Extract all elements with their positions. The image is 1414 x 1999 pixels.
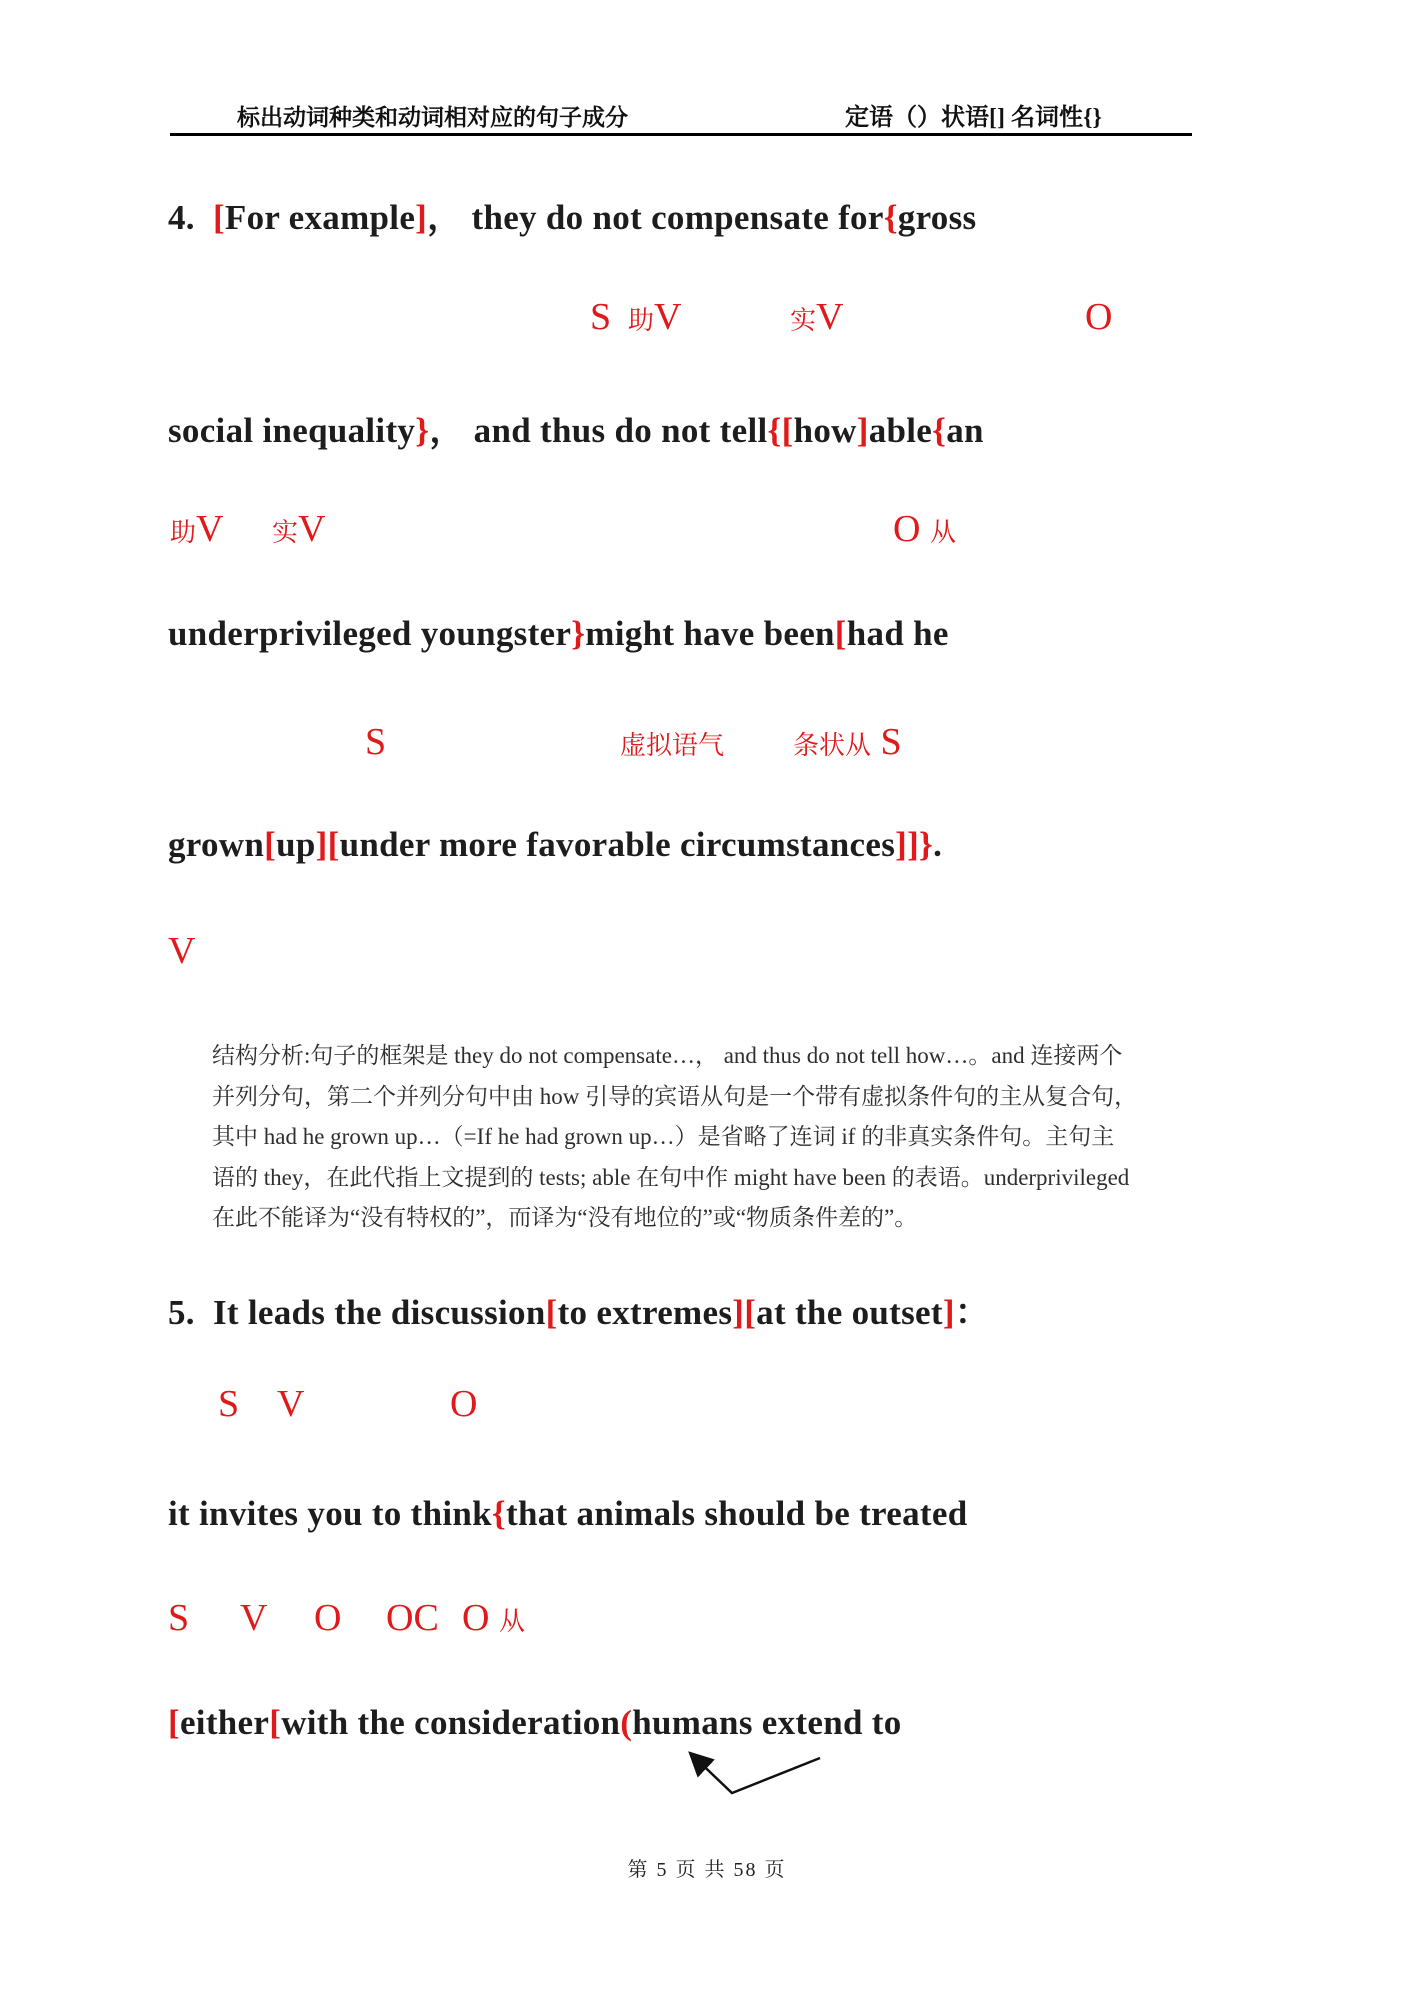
- annotation-text: 条状从: [793, 731, 872, 760]
- annotation-text: V: [654, 296, 682, 338]
- grammar-annotation: [365, 720, 386, 764]
- annotation-text: O: [1085, 296, 1113, 338]
- annotation-text: OC: [386, 1597, 439, 1639]
- grammar-annotation: [314, 1596, 341, 1640]
- annotation-row-5-2: [0, 1596, 1414, 1652]
- sentence-text: gross: [897, 198, 977, 237]
- sentence-text: that animals should be treated: [506, 1494, 968, 1533]
- sentence-4-line-2: [168, 403, 984, 453]
- sentence-text: it invites you to think: [168, 1494, 492, 1533]
- analysis-line: 并列分句，第二个并列分句中由 how 引导的宾语从句是一个带有虚拟条件句的主从复合句，: [212, 1083, 1138, 1109]
- page-footer: 第 5 页 共 58 页: [627, 1859, 787, 1881]
- bracket-mark: ]]}: [895, 825, 934, 864]
- grammar-annotation: [628, 295, 681, 339]
- bracket-mark: [: [545, 1293, 558, 1332]
- grammar-annotation: [168, 929, 195, 973]
- bracket-mark: }: [571, 614, 586, 653]
- bracket-mark: ]: [942, 1293, 955, 1332]
- sentence-text: underprivileged youngster: [168, 614, 572, 653]
- annotation-text: V: [196, 508, 224, 550]
- annotation-text: V: [168, 930, 196, 972]
- sentence-text: had he: [846, 614, 949, 653]
- bracket-mark: [: [269, 1703, 282, 1742]
- sentence-text: up: [276, 825, 316, 864]
- annotation-text: 虚拟语气: [620, 731, 725, 760]
- annotation-text: V: [240, 1597, 268, 1639]
- grammar-annotation: [462, 1596, 525, 1640]
- annotation-text: V: [277, 1383, 305, 1425]
- bracket-mark: {: [932, 411, 947, 450]
- annotation-text: S: [365, 721, 387, 763]
- annotation-text: O: [462, 1597, 499, 1639]
- annotation-text: 从: [929, 518, 956, 547]
- grammar-annotation: [793, 720, 902, 764]
- hand-drawn-arrow: [640, 1725, 870, 1820]
- grammar-annotation: [240, 1596, 267, 1640]
- bracket-mark: ]: [856, 411, 869, 450]
- bracket-mark: {: [491, 1494, 506, 1533]
- bracket-mark: }: [415, 411, 430, 450]
- sentence-text: ， they do not compensate for: [427, 198, 884, 237]
- grammar-annotation: [272, 507, 325, 551]
- grammar-annotation: [620, 720, 724, 764]
- annotation-text: O: [314, 1597, 342, 1639]
- annotation-text: V: [298, 508, 326, 550]
- grammar-annotation: [790, 295, 843, 339]
- bracket-mark: ]: [415, 198, 428, 237]
- annotation-text: S: [871, 721, 902, 763]
- annotation-text: O: [450, 1383, 478, 1425]
- analysis-line: 其中 had he grown up…（=If he had grown up…）是省略了连词 if 的非真实条件句。主句主: [212, 1124, 1115, 1149]
- annotation-text: 实: [272, 518, 299, 547]
- bracket-mark: ][: [315, 825, 340, 864]
- analysis-line: 在此不能译为“没有特权的”，而译为“没有地位的”或“物质条件差的”。: [212, 1205, 918, 1230]
- grammar-annotation: [590, 295, 611, 339]
- sentence-4-line-3: [168, 614, 949, 654]
- sentence-text: under more favorable circumstances: [339, 825, 896, 864]
- annotation-row-4-3: [0, 720, 1414, 776]
- sentence-text: ， and thus do not tell: [429, 411, 768, 450]
- annotation-text: S: [590, 296, 612, 338]
- sentence-4-line-1: [168, 190, 976, 240]
- analysis-line: 语的 they，在此代指上文提到的 tests; able 在句中作 might have been 的表语。underprivileged: [212, 1164, 1130, 1190]
- sentence-text: humans extend to: [632, 1703, 902, 1742]
- sentence-text: social inequality: [168, 411, 416, 450]
- annotation-text: 实: [790, 306, 817, 335]
- annotation-text: S: [218, 1383, 240, 1425]
- annotation-row-4-1: [0, 295, 1414, 351]
- sentence-text: able: [868, 411, 933, 450]
- sentence-text: at the outset: [756, 1293, 943, 1332]
- annotation-row-5-1: [0, 1382, 1414, 1438]
- sentence-text: with the consideration: [281, 1703, 621, 1742]
- grammar-annotation: [170, 507, 223, 551]
- sentence-text: .: [933, 825, 943, 864]
- grammar-annotation: [450, 1382, 477, 1426]
- annotation-row-4-2: [0, 507, 1414, 563]
- grammar-annotation: [893, 507, 956, 551]
- grammar-annotation: [1085, 295, 1112, 339]
- sentence-text: 4.: [168, 198, 213, 237]
- annotation-text: O: [893, 508, 930, 550]
- sentence-4-line-4: [168, 825, 942, 865]
- header-left-title: 标出动词种类和动词相对应的句子成分: [237, 105, 628, 130]
- grammar-annotation: [386, 1596, 439, 1640]
- analysis-paragraph: [212, 1036, 1222, 1239]
- grammar-annotation: [277, 1382, 304, 1426]
- annotation-text: S: [168, 1597, 190, 1639]
- annotation-text: 从: [498, 1607, 525, 1636]
- sentence-text: how: [793, 411, 857, 450]
- annotation-row-4-4: [0, 929, 1414, 985]
- annotation-text: 助: [628, 306, 655, 335]
- arrow-svg: [640, 1725, 870, 1820]
- bracket-mark: {[: [767, 411, 794, 450]
- sentence-text: For example: [224, 198, 416, 237]
- sentence-5-line-2: [168, 1494, 967, 1534]
- bracket-mark: [: [834, 614, 847, 653]
- header-right-legend: 定语（）状语[] 名词性{}: [845, 105, 1102, 131]
- annotation-text: V: [816, 296, 844, 338]
- sentence-5-line-1: [168, 1285, 990, 1335]
- annotation-text: 助: [170, 518, 197, 547]
- bracket-mark: (: [620, 1703, 633, 1742]
- sentence-text: might have been: [585, 614, 835, 653]
- header-rule: [170, 133, 1192, 136]
- sentence-text: 5. It leads the discussion: [168, 1293, 546, 1332]
- sentence-text: to extremes: [557, 1293, 733, 1332]
- grammar-annotation: [218, 1382, 239, 1426]
- sentence-text: grown: [168, 825, 265, 864]
- bracket-mark: [: [168, 1703, 180, 1742]
- sentence-text: ：: [954, 1293, 991, 1332]
- grammar-annotation: [168, 1596, 189, 1640]
- bracket-mark: [: [264, 825, 277, 864]
- sentence-text: either: [179, 1703, 270, 1742]
- bracket-mark: {: [883, 198, 898, 237]
- analysis-line: 结构分析:句子的框架是 they do not compensate…， and thus do not tell how…。and 连接两个: [212, 1043, 1123, 1068]
- sentence-text: an: [946, 411, 984, 450]
- bracket-mark: [: [212, 198, 225, 237]
- bracket-mark: ][: [732, 1293, 757, 1332]
